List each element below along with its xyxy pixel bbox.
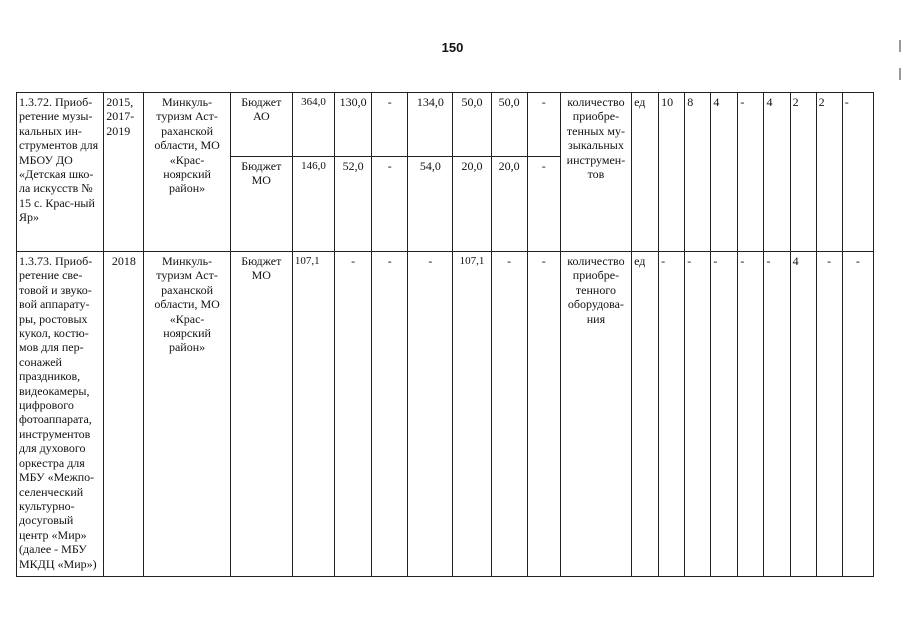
value-cell: -: [372, 157, 408, 252]
value-cell: 52,0: [335, 157, 372, 252]
executor-cell: Минкуль-туризм Аст-раханской области, МО «Крас-ноярский район»: [144, 252, 230, 577]
target-cell: -: [738, 93, 764, 252]
source-cell: Бюджет МО: [230, 157, 292, 252]
margin-mark: [899, 68, 901, 80]
value-cell: 107,1: [292, 252, 334, 577]
value-cell: -: [335, 252, 372, 577]
unit-cell: ед: [632, 252, 659, 577]
target-cell: 2: [816, 93, 842, 252]
target-cell: 4: [711, 93, 738, 252]
value-cell: 54,0: [408, 157, 453, 252]
value-cell: -: [372, 93, 408, 157]
years-cell: 2015, 2017-2019: [104, 93, 144, 252]
value-cell: -: [408, 252, 453, 577]
target-cell: 4: [790, 252, 816, 577]
target-cell: -: [764, 252, 790, 577]
value-cell: -: [527, 252, 560, 577]
value-cell: 146,0: [292, 157, 334, 252]
table-row: [17, 93, 874, 157]
target-cell: -: [659, 252, 685, 577]
years-cell: 2018: [104, 252, 144, 577]
value-cell: -: [527, 93, 560, 157]
value-cell: 50,0: [453, 93, 491, 157]
value-cell: 130,0: [335, 93, 372, 157]
indicator-cell: количество приобре-тенного оборудова-ния: [560, 252, 631, 577]
program-table: [16, 92, 874, 577]
value-cell: -: [527, 157, 560, 252]
target-cell: -: [738, 252, 764, 577]
value-cell: 364,0: [292, 93, 334, 157]
target-cell: 8: [685, 93, 711, 252]
measure-cell: 1.3.72. Приоб-ретение музы-кальных ин-струментов для МБОУ ДО «Детская шко-ла искусств № 15 с. Крас-ный Яр»: [17, 93, 104, 252]
measure-cell: 1.3.73. Приоб-ретение све-товой и звуко-вой аппарату-ры, ростовых кукол, костю-мов для пер-сонажей праздников, видеокамеры, цифрового фотоаппарата, инструментов для духового оркестра для МБУ «Межпо-селенческий культурно-досуговый центр «Мир» (далее - МБУ МКДЦ «Мир»): [17, 252, 104, 577]
indicator-cell: количество приобре-тенных му-зыкальных инструмен-тов: [560, 93, 631, 252]
value-cell: -: [491, 252, 527, 577]
value-cell: 134,0: [408, 93, 453, 157]
value-cell: 107,1: [453, 252, 491, 577]
value-cell: 20,0: [453, 157, 491, 252]
target-cell: -: [685, 252, 711, 577]
executor-cell: Минкуль-туризм Аст-раханской области, МО «Крас-ноярский район»: [144, 93, 230, 252]
target-cell: -: [842, 93, 873, 252]
value-cell: 50,0: [491, 93, 527, 157]
value-cell: 20,0: [491, 157, 527, 252]
value-cell: -: [372, 252, 408, 577]
source-cell: Бюджет АО: [230, 93, 292, 157]
page-number: 150: [441, 40, 464, 55]
target-cell: -: [816, 252, 842, 577]
target-cell: -: [711, 252, 738, 577]
target-cell: -: [842, 252, 873, 577]
unit-cell: ед: [632, 93, 659, 252]
target-cell: 10: [659, 93, 685, 252]
source-cell: Бюджет МО: [230, 252, 292, 577]
target-cell: 4: [764, 93, 790, 252]
margin-mark: [899, 40, 901, 52]
target-cell: 2: [790, 93, 816, 252]
table-row: [17, 252, 874, 577]
